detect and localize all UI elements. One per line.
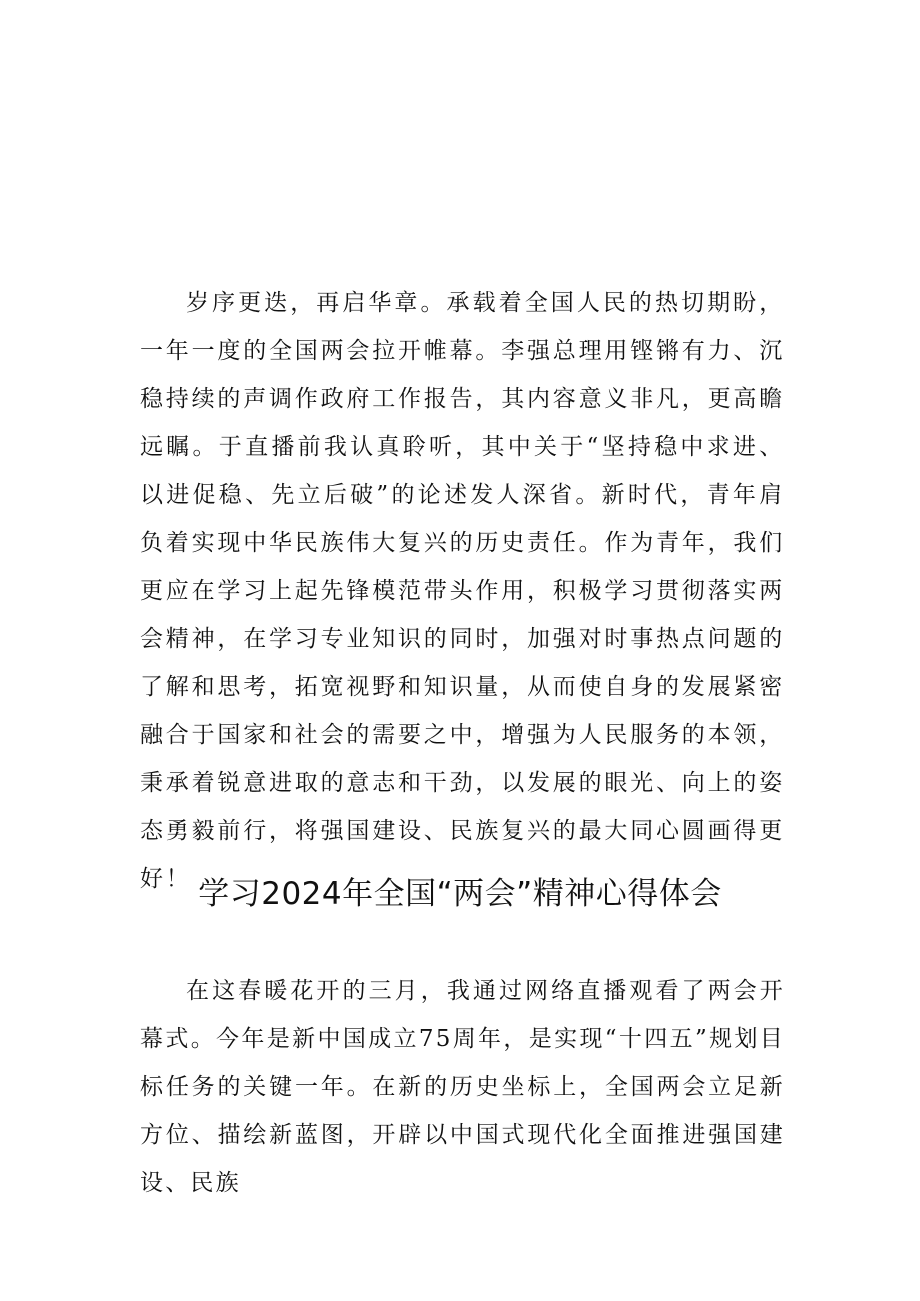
body-paragraph: 岁序更迭，再启华章。承载着全国人民的热切期盼，一年一度的全国两会拉开帷幕。李强总理用铿锵有力、沉稳持续的声调作政府工作报告，其内容意义非凡，更高瞻远瞩。于直播前我认真聆听，其中关于“坚持稳中求进、以进促稳、先立后破”的论述发人深省。新时代，青年肩负着实现中华民族伟大复兴的历史责任。作为青年，我们更应在学习上起先锋模范带头作用，积极学习贯彻落实两会精神，在学习专业知识的同时，加强对时事热点问题的了解和思考，拓宽视野和知识量，从而使自身的发展紧密融合于国家和社会的需要之中，增强为人民服务的本领，秉承着锐意进取的意志和干劲，以发展的眼光、向上的姿态勇毅前行，将强国建设、民族复兴的最大同心圆画得更好！: [140, 290, 785, 892]
section-title: 学习2024年全国“两会”精神心得体会: [198, 876, 722, 912]
body-paragraph: 在这春暖花开的三月，我通过网络直播观看了两会开幕式。今年是新中国成立75周年，是实现“十四五”规划目标任务的关键一年。在新的历史坐标上，全国两会立足新方位、描绘新蓝图，开辟以中国式现代化全面推进强国建设、民族: [140, 978, 785, 1196]
